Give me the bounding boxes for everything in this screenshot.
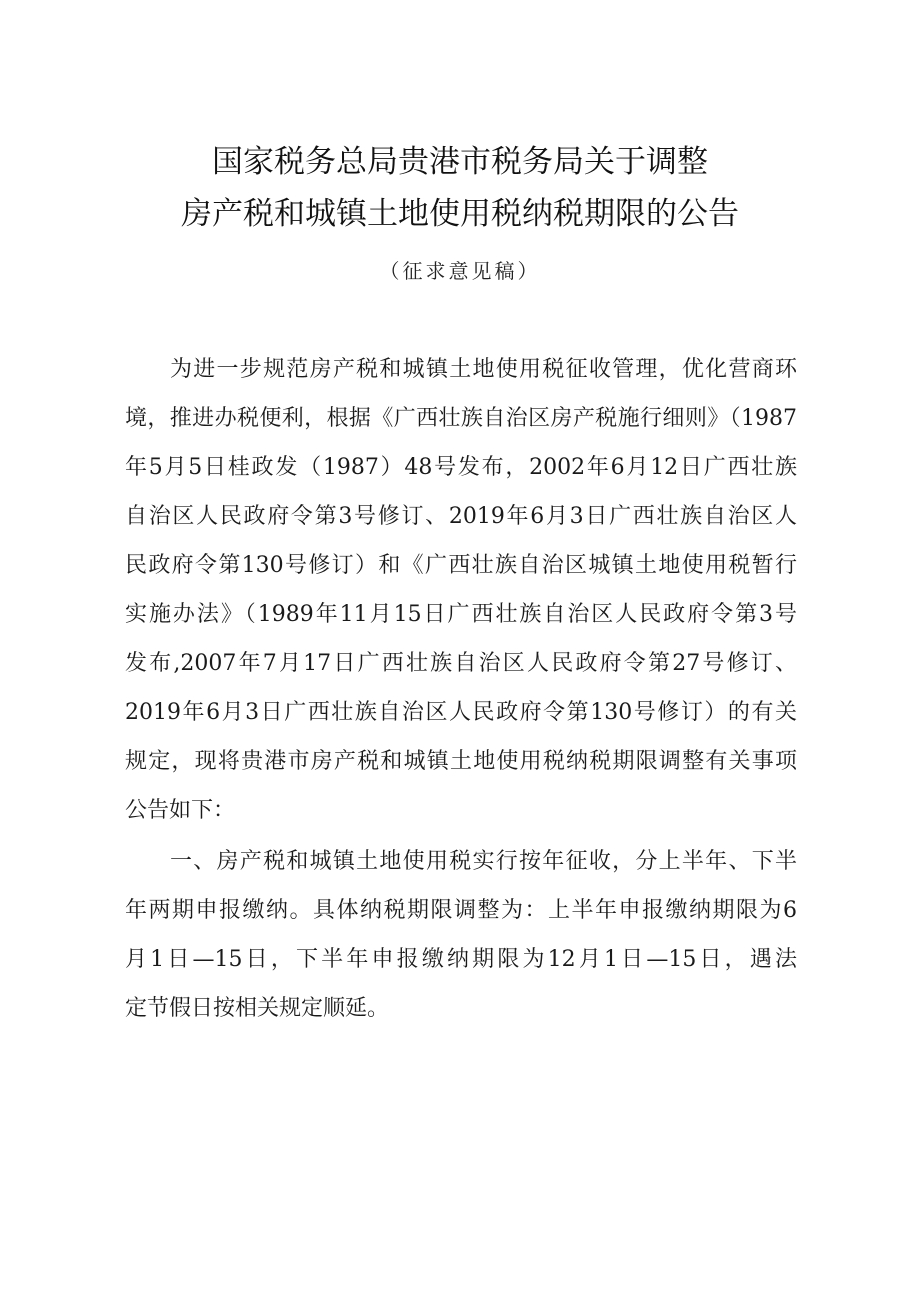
paragraph-1-line: 规定，现将贵港市房产税和城镇土地使用税纳税期限调整有关事项 [125,749,797,774]
paragraph-1-line: 年5月5日桂政发（1987）48号发布，2002年6月12日广西壮族 [125,455,797,480]
document-title-line-2: 房产税和城镇土地使用税纳税期限的公告 [181,196,739,232]
paragraph-2-line: 月1日—15日，下半年申报缴纳期限为12月1日—15日，遇法 [125,947,797,972]
document-subtitle: （征求意见稿） [379,259,541,283]
paragraph-2-line: 定节假日按相关规定顺延。 [125,996,390,1021]
paragraph-1-line: 公告如下： [125,798,236,823]
paragraph-2-line: 年两期申报缴纳。具体纳税期限调整为：上半年申报缴纳期限为6 [125,898,797,923]
paragraph-1-line: 2019年6月3日广西壮族自治区人民政府令第130号修订）的有关 [125,700,797,725]
paragraph-1-line: 自治区人民政府令第3号修订、2019年6月3日广西壮族自治区人 [125,504,797,529]
paragraph-1-line: 实施办法》（1989年11月15日广西壮族自治区人民政府令第3号 [125,602,797,627]
paragraph-1-line: 为进一步规范房产税和城镇土地使用税征收管理，优化营商环 [170,357,797,382]
paragraph-1-line: 发布,2007年7月17日广西壮族自治区人民政府令第27号修订、 [125,651,797,676]
paragraph-1-line: 民政府令第130号修订）和《广西壮族自治区城镇土地使用税暂行 [125,553,797,578]
paragraph-2-line: 一、房产税和城镇土地使用税实行按年征收，分上半年、下半 [170,849,797,874]
paragraph-1-line: 境，推进办税便利，根据《广西壮族自治区房产税施行细则》（1987 [125,406,797,431]
document-title-line-1: 国家税务总局贵港市税务局关于调整 [212,144,708,180]
